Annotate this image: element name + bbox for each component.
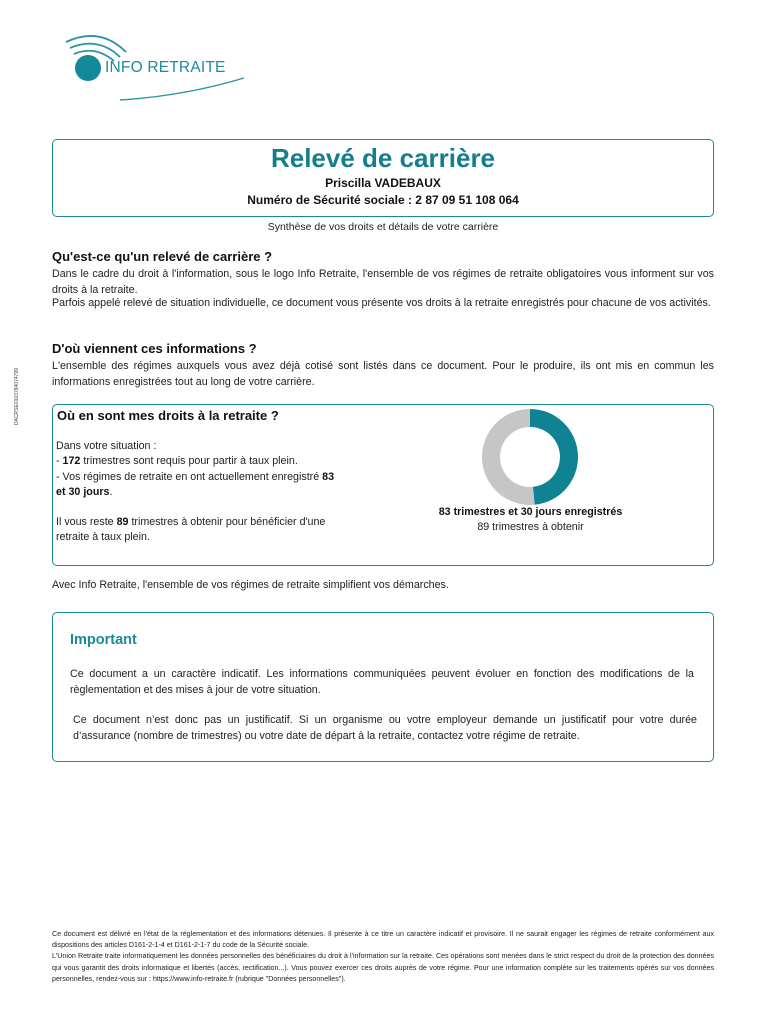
required-quarters-suffix: trimestres sont requis pour partir à taux plein. <box>80 455 298 468</box>
page-title: Relevé de carrière <box>270 143 496 173</box>
section-heading-what-is: Qu'est-ce qu'un relevé de carrière ? <box>52 249 273 264</box>
remaining-quarters-suffix: trimestres à obtenir pour bénéficier d'une retraite à taux plein. <box>56 516 326 544</box>
important-paragraph-2: Ce document n’est donc pas un justificatif. Si un organisme ou votre employeur demande un justificatif pour votre durée d’assurance (nombre de trimestres) ou votre date de départ à la retraite, contactez votre régime de retraite. <box>73 714 697 742</box>
important-heading: Important <box>70 632 137 648</box>
recorded-quarters-suffix: . <box>109 485 113 498</box>
remaining-quarters-line <box>56 515 346 546</box>
synthese-subtitle: Synthèse de vos droits et détails de votre carrière <box>267 221 499 233</box>
section-what-is-paragraph-1: Dans le cadre du droit à l'information, sous le logo Info Retraite, l'ensemble de vos régimes de retraite obligatoires vous informent sur vos droits à la retraite. <box>52 268 714 297</box>
remaining-quarters-caption: 89 trimestres à obtenir <box>477 521 584 533</box>
situation-label: Dans votre situation : <box>56 440 157 452</box>
document-reference-code: DACRSE0103784074799 <box>14 368 20 425</box>
quarters-donut-chart <box>481 408 579 506</box>
social-security-number: Numéro de Sécurité sociale : 2 87 09 51 108 064 <box>247 193 519 207</box>
legal-footer-paragraph-1: Ce document est délivré en l'état de la réglementation et des informations détenues. Il présente à ce titre un caractère indicatif et provisoire. Il ne saurait engager les régimes de retraite conformément aux dispositions des articles D161-2-1-4 et D161-2-1-7 du code de la Sécurité sociale. <box>52 930 714 950</box>
info-retraite-note: Avec Info Retraite, l'ensemble de vos régimes de retraite simplifient vos démarches. <box>52 579 449 591</box>
donut-slice-recorded <box>530 409 578 505</box>
required-quarters-prefix: - <box>56 455 63 468</box>
remaining-quarters-value: 89 <box>116 516 129 529</box>
recorded-quarters-value: 83 et 30 jours <box>56 470 335 498</box>
important-box <box>52 612 714 762</box>
required-quarters-line <box>56 454 346 469</box>
recorded-quarters-line <box>56 470 346 501</box>
legal-footer <box>52 929 714 985</box>
rights-heading: Où en sont mes droits à la retraite ? <box>57 408 279 423</box>
recorded-quarters-prefix: - Vos régimes de retraite en ont actuellement enregistré <box>56 470 323 483</box>
important-paragraph-1: Ce document a un caractère indicatif. Les informations communiquées peuvent évoluer en fonction des modifications de la règlementation et des mises à jour de votre situation. <box>70 668 694 696</box>
donut-slice-remaining <box>482 409 535 505</box>
section-origin-paragraph: L'ensemble des régimes auxquels vous avez déjà cotisé sont listés dans ce document. Pour le produire, ils ont mis en commun les informations enregistrées tout au long de votre carrière. <box>52 360 714 389</box>
logo-text: INFO RETRAITE <box>105 59 226 76</box>
holder-name: Priscilla VADEBAUX <box>325 176 441 190</box>
rights-details <box>56 439 346 546</box>
section-heading-origin: D'où viennent ces informations ? <box>52 341 257 356</box>
required-quarters-value: 172 <box>62 455 81 468</box>
info-retraite-logo <box>64 30 246 102</box>
section-what-is-paragraph-2: Parfois appelé relevé de situation individuelle, ce document vous présente vos droits à la retraite enregistrés pour chacune de vos activités. <box>52 297 711 309</box>
remaining-quarters-prefix: Il vous reste <box>56 516 117 529</box>
recorded-quarters-caption: 83 trimestres et 30 jours enregistrés <box>438 506 623 518</box>
rights-summary-box <box>52 404 714 566</box>
legal-footer-paragraph-2: L'Union Retraite traite informatiquement les données personnelles des bénéficiaires du droit à l'information sur la retraite. Ces opérations sont menées dans le strict respect du droit de la protection des données qui vous garantit des droits informatique et libertés (accès, rectification...). Vous pouvez exercer ces droits auprès de votre régime. Pour une information complète sur les traitements opérés sur vos données personnelles, rendez-vous sur : https://www.info-retraite.fr (rubrique "Données personnelles"). <box>52 952 714 983</box>
header-box <box>52 139 714 217</box>
